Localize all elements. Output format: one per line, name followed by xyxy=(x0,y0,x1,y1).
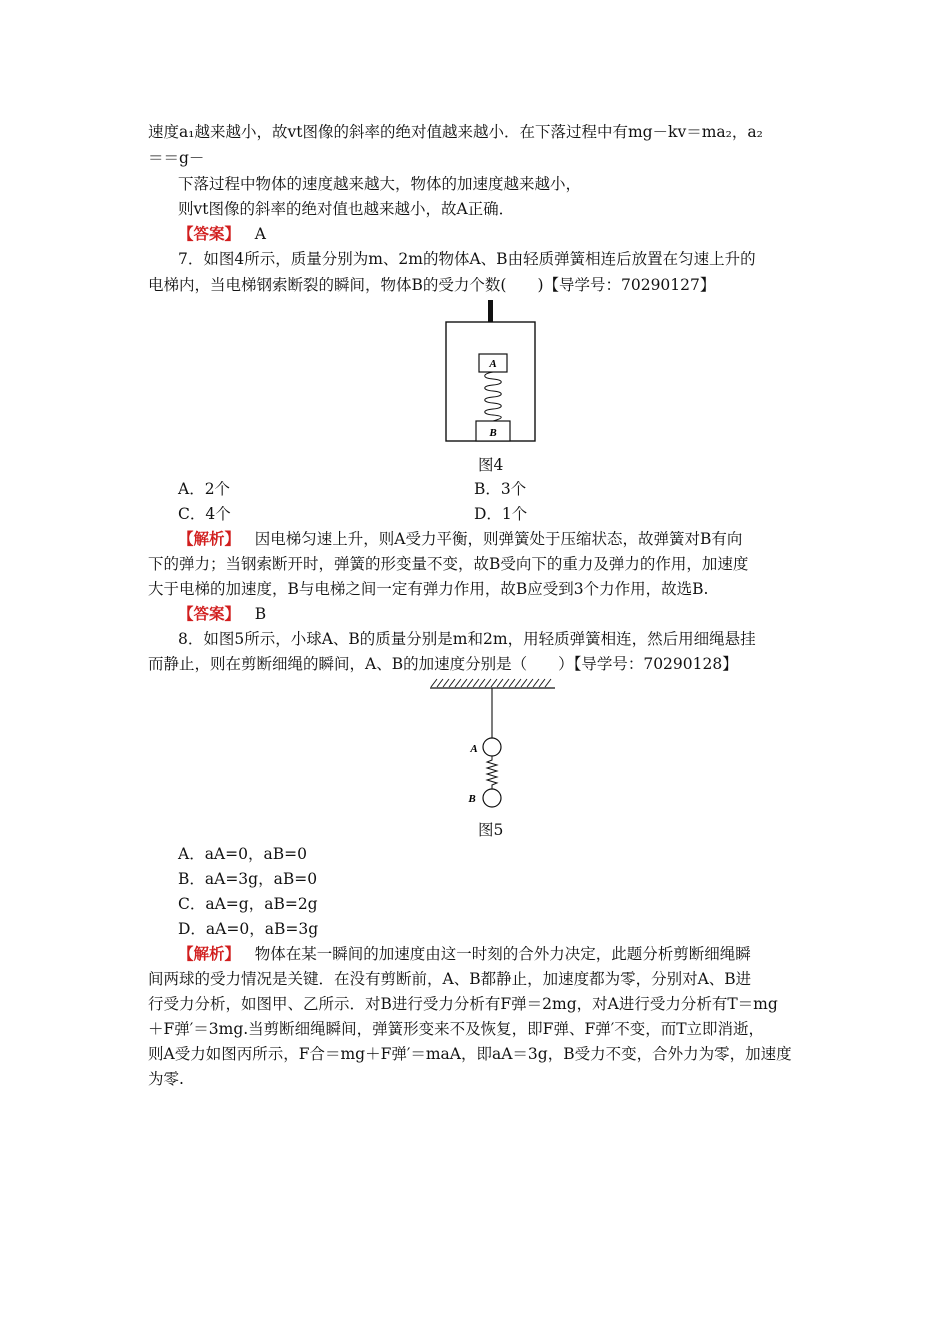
q7-stem-line-2: 电梯内，当电梯钢索断裂的瞬间，物体B的受力个数( )【导学号：70290127】 xyxy=(148,276,716,294)
analysis-text: 物体在某一瞬间的加速度由这一时刻的合外力决定，此题分析剪断细绳瞬 xyxy=(254,945,751,963)
answer-value: B xyxy=(254,605,267,623)
q8-analysis-line-6: 为零. xyxy=(148,1070,184,1088)
ball-a-label: A xyxy=(470,743,478,755)
q8-option-d: D．aA=0，aB=3g xyxy=(178,920,319,938)
q8-option-c: C．aA=g，aB=2g xyxy=(178,895,318,913)
ball-b-label: B xyxy=(468,793,476,805)
q8-analysis-line-1 xyxy=(178,943,751,965)
q8-option-b: B．aA=3g，aB=0 xyxy=(178,870,318,888)
q7-option-c: C．4个 xyxy=(178,505,231,523)
analysis-text: 因电梯匀速上升，则A受力平衡，则弹簧处于压缩状态，故弹簧对B有向 xyxy=(254,530,743,548)
q7-stem-line-1: 7．如图4所示，质量分别为m、2m的物体A、B由轻质弹簧相连后放置在匀速上升的 xyxy=(178,250,756,268)
q8-stem-line-2: 而静止，则在剪断细绳的瞬间，A、B的加速度分别是（ ）【导学号：70290128】 xyxy=(148,655,738,673)
q8-option-a: A．aA=0，aB=0 xyxy=(178,845,307,863)
block-a-label: A xyxy=(489,358,497,370)
intro-answer xyxy=(178,223,266,245)
answer-value: A xyxy=(254,225,266,243)
analysis-tag: 【解析】 xyxy=(178,944,241,963)
spring xyxy=(485,372,502,421)
q8-analysis-line-3: 行受力分析，如图甲、乙所示．对B进行受力分析有F弹＝2mg，对A进行受力分析有T＝mg xyxy=(148,995,778,1013)
q7-analysis-line-3: 大于电梯的加速度，B与电梯之间一定有弹力作用，故B应受到3个力作用，故选B. xyxy=(148,580,709,598)
intro-line-3: 下落过程中物体的速度越来越大，物体的加速度越来越小， xyxy=(178,175,582,193)
ceiling-hatching xyxy=(431,679,551,687)
figure-5-hanging-spring-diagram xyxy=(425,678,560,813)
q7-option-d: D．1个 xyxy=(474,505,528,523)
intro-line-4: 则vt图像的斜率的绝对值也越来越小，故A正确． xyxy=(178,200,515,218)
figure-5-caption: 图5 xyxy=(478,821,504,839)
q8-analysis-line-5: 则A受力如图丙所示，F合＝mg＋F弹′＝maA，即aA＝3g，B受力不变，合外力为零，加速度 xyxy=(148,1045,792,1063)
figure-4-elevator-diagram xyxy=(440,300,540,445)
ball-a xyxy=(483,738,501,756)
q7-option-a: A．2个 xyxy=(178,480,231,498)
analysis-tag: 【解析】 xyxy=(178,529,241,548)
q8-analysis-line-2: 间两球的受力情况是关键．在没有剪断前，A、B都静止，加速度都为零，分别对A、B进 xyxy=(148,970,752,988)
ball-b xyxy=(483,789,501,807)
spring xyxy=(487,756,497,789)
q7-analysis-line-1 xyxy=(178,528,742,550)
q8-stem-line-1: 8．如图5所示，小球A、B的质量分别是m和2m，用轻质弹簧相连，然后用细绳悬挂 xyxy=(178,630,756,648)
block-b-label: B xyxy=(489,427,497,439)
answer-tag: 【答案】 xyxy=(178,224,241,243)
intro-line-1: 速度a₁越来越小，故vt图像的斜率的绝对值越来越小．在下落过程中有mg－kv＝ma₂，a₂ xyxy=(148,123,763,141)
q7-answer xyxy=(178,603,266,625)
answer-tag: 【答案】 xyxy=(178,604,241,623)
figure-4-caption: 图4 xyxy=(478,456,504,474)
q7-option-b: B．3个 xyxy=(474,480,527,498)
q8-analysis-line-4: ＋F弹′＝3mg.当剪断细绳瞬间，弹簧形变来不及恢复，即F弹、F弹′不变，而T立即消逝， xyxy=(148,1020,765,1038)
q7-analysis-line-2: 下的弹力；当钢索断开时，弹簧的形变量不变，故B受向下的重力及弹力的作用，加速度 xyxy=(148,555,749,573)
intro-line-2: ＝＝g－ xyxy=(148,149,205,167)
elevator-cable xyxy=(488,300,493,322)
